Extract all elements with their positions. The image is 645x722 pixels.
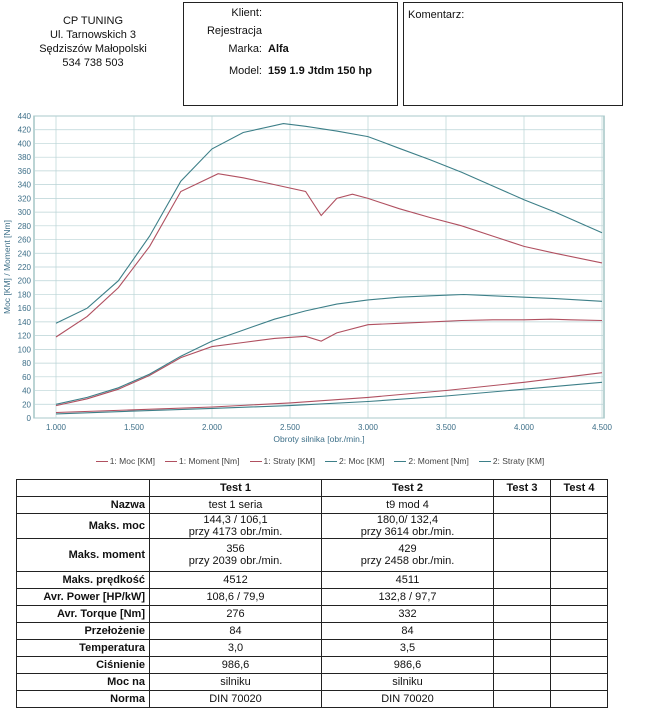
x-tick-label: 4.500 — [591, 423, 613, 432]
make-label: Marka: — [228, 43, 262, 55]
y-tick-label: 260 — [17, 235, 31, 245]
cell-test-2: 332 — [322, 606, 494, 623]
cell-test-2 — [322, 514, 494, 539]
x-tick-label: 2.000 — [201, 423, 223, 432]
cell-test-1: DIN 70020 — [150, 691, 322, 708]
y-tick-label: 380 — [17, 153, 31, 163]
chart-legend — [40, 456, 600, 466]
legend-swatch — [479, 461, 491, 462]
comment-label: Komentarz: — [408, 9, 465, 21]
legend-item — [479, 456, 545, 466]
row-label: Moc na — [17, 674, 150, 691]
legend-label: 1: Moc [KM] — [109, 456, 156, 466]
y-tick-label: 420 — [17, 125, 31, 135]
legend-item — [325, 456, 384, 466]
legend-label: 1: Straty [KM] — [263, 456, 315, 466]
cell-test-3 — [494, 539, 551, 572]
y-tick-label: 20 — [22, 400, 31, 410]
row-label: Maks. prędkość — [17, 572, 150, 589]
table-row — [17, 606, 608, 623]
cell-test-1: silniku — [150, 674, 322, 691]
max-power-rpm: przy 3614 obr./min. — [360, 526, 455, 538]
y-tick-label: 340 — [17, 180, 31, 190]
cell-test-4 — [550, 691, 607, 708]
header-test-3: Test 3 — [494, 480, 551, 497]
y-tick-label: 320 — [17, 194, 31, 204]
cell-test-3 — [494, 691, 551, 708]
cell-test-1 — [150, 514, 322, 539]
cell-test-4 — [550, 640, 607, 657]
max-power-rpm: przy 4173 obr./min. — [188, 526, 283, 538]
table-row — [17, 657, 608, 674]
table-row — [17, 539, 608, 572]
cell-test-2: 84 — [322, 623, 494, 640]
cell-test-4 — [550, 657, 607, 674]
header-test-2: Test 2 — [322, 480, 494, 497]
legend-swatch — [96, 461, 108, 462]
cell-test-4 — [550, 589, 607, 606]
max-torque-rpm: przy 2039 obr./min. — [188, 555, 283, 567]
x-tick-label: 1.500 — [123, 423, 145, 432]
table-row — [17, 674, 608, 691]
cell-test-2: 3,5 — [322, 640, 494, 657]
row-label: Norma — [17, 691, 150, 708]
cell-test-1: 986,6 — [150, 657, 322, 674]
cell-test-4 — [550, 497, 607, 514]
cell-test-4 — [550, 572, 607, 589]
model-value: 159 1.9 Jtdm 150 hp — [268, 65, 372, 77]
legend-swatch — [250, 461, 262, 462]
max-power-value: 180,0/ 132,4 — [376, 514, 439, 526]
max-power-value: 144,3 / 106,1 — [203, 514, 268, 526]
legend-label: 2: Moc [KM] — [339, 456, 385, 466]
y-tick-label: 80 — [22, 359, 31, 369]
y-tick-label: 120 — [17, 331, 31, 341]
max-torque-value: 429 — [398, 543, 417, 555]
cell-test-3 — [494, 674, 551, 691]
row-label: Maks. moc — [17, 514, 150, 539]
y-tick-label: 180 — [17, 290, 31, 300]
table-row — [17, 572, 608, 589]
company-phone: 534 738 503 — [62, 57, 124, 69]
header-empty — [17, 480, 150, 497]
table-row — [17, 589, 608, 606]
cell-test-1: 3,0 — [150, 640, 322, 657]
y-tick-label: 440 — [17, 112, 31, 121]
table-row — [17, 691, 608, 708]
row-label: Ciśnienie — [17, 657, 150, 674]
cell-test-2: 4511 — [322, 572, 494, 589]
company-name: CP TUNING — [62, 15, 124, 27]
client-box — [183, 2, 398, 106]
comment-box — [403, 2, 623, 106]
y-tick-label: 140 — [17, 317, 31, 327]
cell-test-1 — [150, 539, 322, 572]
legend-item — [250, 456, 316, 466]
client-label: Klient: — [231, 7, 262, 19]
cell-test-4 — [550, 606, 607, 623]
make-value: Alfa — [268, 43, 289, 55]
y-tick-label: 400 — [17, 139, 31, 149]
table-row — [17, 497, 608, 514]
legend-item — [394, 456, 468, 466]
x-tick-label: 4.000 — [513, 423, 535, 432]
registration-label: Rejestracja — [206, 25, 262, 37]
header-test-1: Test 1 — [150, 480, 322, 497]
y-tick-label: 360 — [17, 166, 31, 176]
x-tick-label: 1.000 — [45, 423, 67, 432]
y-tick-label: 100 — [17, 345, 31, 355]
results-table — [16, 479, 608, 708]
cell-test-2: silniku — [322, 674, 494, 691]
table-row — [17, 514, 608, 539]
y-tick-label: 240 — [17, 249, 31, 259]
legend-label: 1: Moment [Nm] — [179, 456, 240, 466]
table-row — [17, 623, 608, 640]
legend-item — [165, 456, 239, 466]
legend-label: 2: Moment [Nm] — [408, 456, 469, 466]
cell-test-1: test 1 seria — [150, 497, 322, 514]
header-test-4: Test 4 — [550, 480, 607, 497]
dyno-chart — [0, 108, 613, 475]
cell-test-2: DIN 70020 — [322, 691, 494, 708]
y-tick-label: 200 — [17, 276, 31, 286]
cell-test-3 — [494, 640, 551, 657]
cell-test-2: t9 mod 4 — [322, 497, 494, 514]
company-city: Sędziszów Małopolski — [39, 43, 147, 55]
x-axis-label: Obroty silnika [obr./min.] — [273, 434, 365, 444]
y-tick-label: 220 — [17, 263, 31, 272]
cell-test-3 — [494, 514, 551, 539]
cell-test-1: 84 — [150, 623, 322, 640]
legend-swatch — [325, 461, 337, 462]
row-label: Maks. moment — [17, 539, 150, 572]
table-header-row — [17, 480, 608, 497]
y-tick-label: 0 — [26, 414, 31, 423]
cell-test-3 — [494, 606, 551, 623]
cell-test-1: 4512 — [150, 572, 322, 589]
cell-test-4 — [550, 514, 607, 539]
row-label: Nazwa — [17, 497, 150, 514]
y-tick-label: 60 — [22, 372, 31, 382]
company-info — [18, 14, 168, 70]
table-row — [17, 640, 608, 657]
y-axis-label: Moc [KM] / Moment [Nm] — [2, 220, 12, 314]
y-tick-label: 300 — [17, 208, 31, 218]
cell-test-4 — [550, 539, 607, 572]
row-label: Temperatura — [17, 640, 150, 657]
max-torque-value: 356 — [226, 543, 245, 555]
cell-test-3 — [494, 657, 551, 674]
cell-test-3 — [494, 497, 551, 514]
legend-label: 2: Straty [KM] — [492, 456, 545, 466]
legend-swatch — [165, 461, 177, 462]
row-label: Avr. Power [HP/kW] — [17, 589, 150, 606]
cell-test-4 — [550, 623, 607, 640]
x-tick-label: 3.500 — [435, 423, 457, 432]
x-tick-label: 3.000 — [357, 423, 379, 432]
legend-item — [96, 456, 155, 466]
max-torque-rpm: przy 2458 obr./min. — [360, 555, 455, 567]
model-label: Model: — [228, 65, 262, 77]
cell-test-3 — [494, 572, 551, 589]
cell-test-3 — [494, 589, 551, 606]
y-tick-label: 40 — [22, 386, 31, 396]
row-label: Przełożenie — [17, 623, 150, 640]
y-tick-label: 160 — [17, 304, 31, 314]
x-tick-label: 2.500 — [279, 423, 301, 432]
cell-test-1: 276 — [150, 606, 322, 623]
legend-swatch — [394, 461, 406, 462]
cell-test-2 — [322, 539, 494, 572]
cell-test-2: 132,8 / 97,7 — [322, 589, 494, 606]
y-tick-label: 280 — [17, 221, 31, 231]
cell-test-4 — [550, 674, 607, 691]
cell-test-2: 986,6 — [322, 657, 494, 674]
row-label: Avr. Torque [Nm] — [17, 606, 150, 623]
company-street: Ul. Tarnowskich 3 — [50, 29, 136, 41]
cell-test-1: 108,6 / 79,9 — [150, 589, 322, 606]
cell-test-3 — [494, 623, 551, 640]
